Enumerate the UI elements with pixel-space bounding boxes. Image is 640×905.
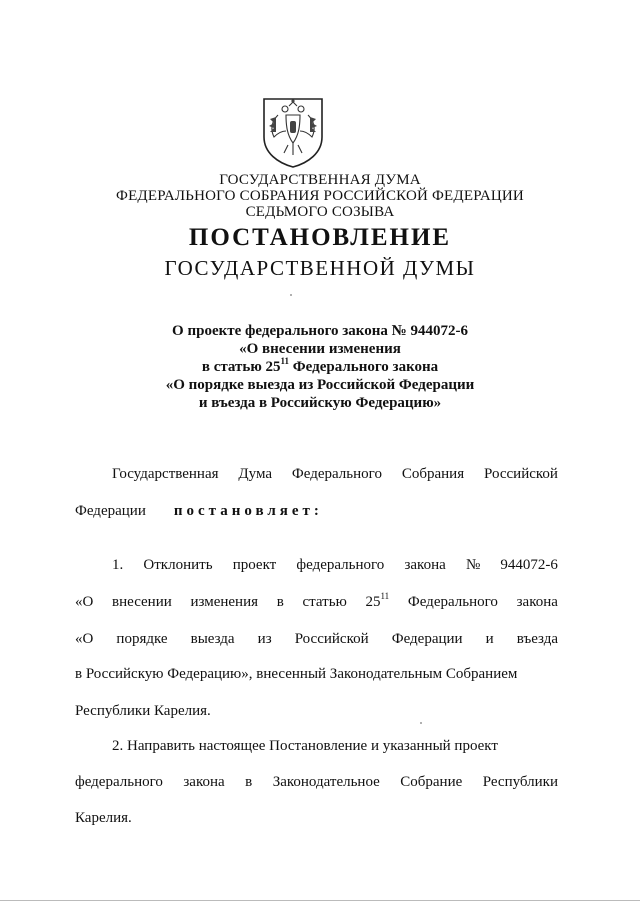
para2-line-3: Карелия. (75, 810, 132, 826)
header-line-duma: ГОСУДАРСТВЕННАЯ ДУМА (219, 172, 421, 188)
subject-line-4: «О порядке выезда из Российской Федерации (165, 377, 475, 393)
issuer-subtitle: ГОСУДАРСТВЕННОЙ ДУМЫ (164, 256, 476, 280)
para1-line-1: 1. Отклонить проект федерального закона № 944072-6 (112, 557, 558, 573)
subject-line-1: О проекте федерального закона № 944072-6 (172, 323, 468, 339)
para1-line-3: «О порядке выезда из Российской Федерации и въезда (75, 631, 558, 647)
para1-line-5: Республики Карелия. (75, 703, 211, 719)
header-line-federal-assembly: ФЕДЕРАЛЬНОГО СОБРАНИЯ РОССИЙСКОЙ ФЕДЕРАЦИИ (116, 188, 524, 204)
resolves-word: постановляет: (173, 503, 323, 519)
scan-edge-line (0, 900, 640, 901)
para1-line-4: в Российскую Федерацию», внесенный Законодательным Собранием (75, 666, 518, 682)
para1-line-2: «О внесении изменения в статью $25^{11}$ Федерального закона (75, 591, 558, 610)
para2-line-2: федерального закона в Законодательное Собрание Республики (75, 774, 558, 790)
scan-speck (290, 294, 292, 296)
state-emblem-icon (258, 95, 328, 169)
scan-speck (420, 722, 422, 724)
header-line-convocation: СЕДЬМОГО СОЗЫВА (245, 204, 395, 220)
subject-line-5: и въезда в Российскую Федерацию» (198, 395, 442, 411)
document-type-title: ПОСТАНОВЛЕНИЕ (188, 224, 452, 251)
para2-line-1: 2. Направить настоящее Постановление и указанный проект (112, 738, 498, 754)
preamble-line-1: Государственная Дума Федерального Собрания Российской (112, 466, 558, 482)
subject-line-2: «О внесении изменения (239, 341, 401, 357)
subject-line-3: в статью $25^{11}$ Федерального закона (201, 356, 439, 375)
preamble-line-2: Федерации постановляет: (75, 503, 323, 519)
